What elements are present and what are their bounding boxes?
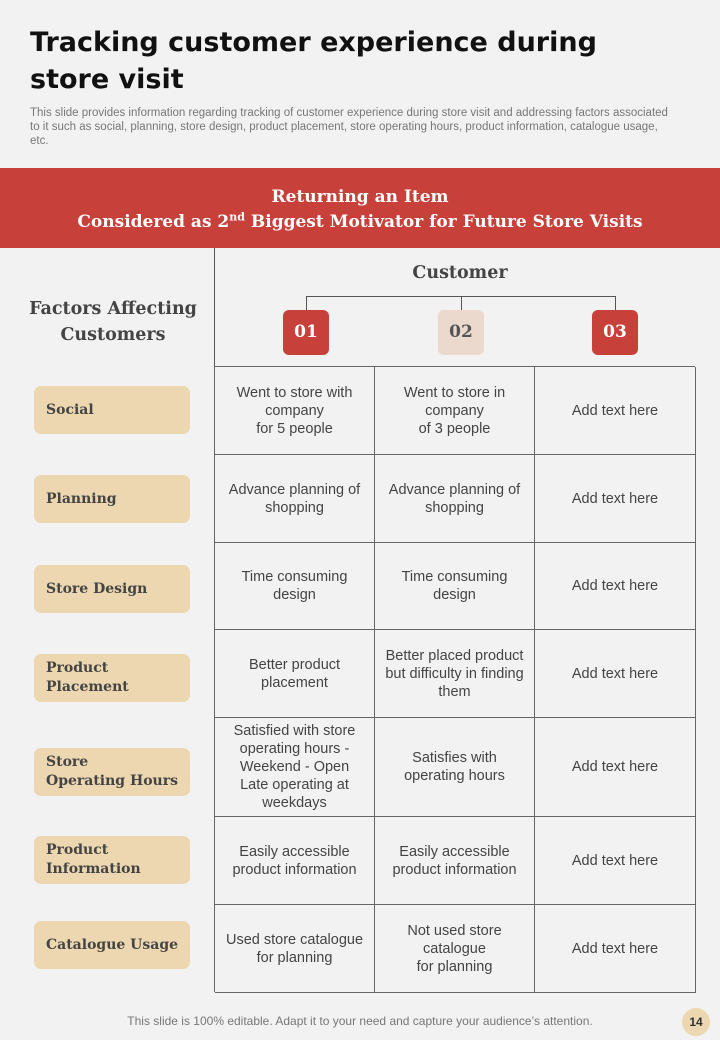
table-cell: Time consuming design — [375, 543, 535, 630]
factors-heading: Factors Affecting Customers — [29, 299, 197, 345]
banner-line-2 — [0, 210, 720, 235]
table-cell: Time consuming design — [215, 543, 375, 630]
page-number: 14 — [682, 1008, 710, 1036]
table-cell: Better placed product but difficulty in finding them — [375, 630, 535, 718]
factor-store-operating-hours: Store Operating Hours — [34, 748, 190, 796]
footer-note: This slide is 100% editable. Adapt it to your need and capture your audience’s attention. — [127, 1014, 593, 1028]
factor-planning: Planning — [34, 475, 190, 523]
factor-social: Social — [34, 386, 190, 434]
factor-product-placement: Product Placement — [34, 654, 190, 702]
table-cell: Easily accessible product information — [215, 817, 375, 905]
table-cell: Add text here — [535, 817, 696, 905]
bracket-tick-2 — [461, 296, 462, 310]
factor-store-design: Store Design — [34, 565, 190, 613]
customer-badge-1: 01 — [283, 310, 329, 355]
table-cell: Went to store with company for 5 people — [215, 367, 375, 455]
factor-product-information: Product Information — [34, 836, 190, 884]
table-cell: Advance planning of shopping — [215, 455, 375, 543]
table-cell: Add text here — [535, 630, 696, 718]
bracket-tick-1 — [306, 296, 307, 310]
banner — [0, 168, 720, 248]
experience-table — [214, 366, 695, 992]
table-cell: Add text here — [535, 718, 696, 817]
customer-heading: Customer — [412, 263, 508, 283]
table-cell: Add text here — [535, 455, 696, 543]
table-cell: Satisfies with operating hours — [375, 718, 535, 817]
customer-badge-3: 03 — [592, 310, 638, 355]
table-cell: Add text here — [535, 905, 696, 993]
table-cell: Went to store in company of 3 people — [375, 367, 535, 455]
page-subtitle: This slide provides information regarding tracking of customer experience during store visit and addressing factors associated to it such as social, planning, store design, product placement, store operating hours, product information, catalogue usage, etc. — [30, 107, 668, 147]
table-cell: Satisfied with store operating hours - Weekend - Open Late operating at weekdays — [215, 718, 375, 817]
banner-line-1: Returning an Item — [271, 187, 449, 207]
table-cell: Not used store catalogue for planning — [375, 905, 535, 993]
divider-line — [214, 248, 215, 366]
table-cell: Better product placement — [215, 630, 375, 718]
table-cell: Add text here — [535, 367, 696, 455]
table-cell: Easily accessible product information — [375, 817, 535, 905]
banner-line-2-prefix: Considered as 2 — [77, 212, 230, 232]
table-cell: Advance planning of shopping — [375, 455, 535, 543]
bracket-tick-3 — [615, 296, 616, 310]
banner-line-2-suffix: Biggest Motivator for Future Store Visits — [244, 212, 643, 232]
customer-badge-2: 02 — [438, 310, 484, 355]
table-cell: Used store catalogue for planning — [215, 905, 375, 993]
factor-catalogue-usage: Catalogue Usage — [34, 921, 190, 969]
banner-line-2-sup: nd — [229, 210, 245, 224]
page-title: Tracking customer experience during store visit — [30, 27, 597, 95]
table-cell: Add text here — [535, 543, 696, 630]
